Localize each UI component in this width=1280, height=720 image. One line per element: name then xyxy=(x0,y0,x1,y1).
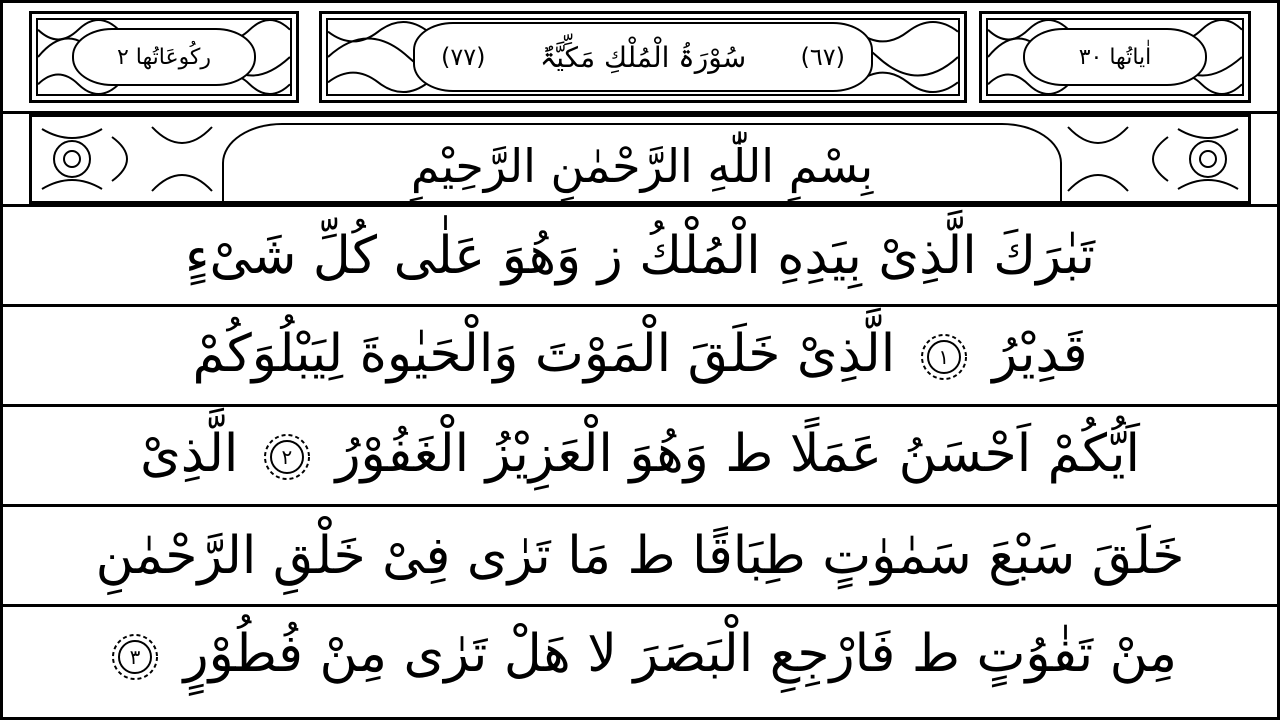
verse-line-text xyxy=(140,424,1140,484)
verse-text-segment: قَدِیْرُ xyxy=(992,324,1088,384)
verse-line xyxy=(3,404,1277,504)
ayah-number: ١ xyxy=(938,345,950,369)
verse-text-segment: الَّذِیْ xyxy=(140,424,239,484)
bismillah-band xyxy=(29,114,1251,204)
surah-title-cartouche xyxy=(413,22,873,92)
bismillah-arch xyxy=(222,123,1062,204)
surah-header xyxy=(3,3,1277,114)
title-panel xyxy=(319,11,967,103)
ayah-end-marker xyxy=(918,331,970,383)
ayat-count: اٰیاتُها ٣٠ xyxy=(1023,28,1207,86)
verse-line-text xyxy=(192,324,1088,384)
verse-text-segment: اَیُّكُمْ اَحْسَنُ عَمَلًا ط وَهُوَ الْعَزِیْزُ الْغَفُوْرُ xyxy=(335,424,1140,484)
ruku-panel xyxy=(29,11,299,103)
verse-line xyxy=(3,304,1277,404)
revelation-order: (٧٧) xyxy=(441,43,486,71)
verse-line xyxy=(3,604,1277,704)
ayah-number: ٣ xyxy=(129,645,141,669)
verse-line-text: خَلَقَ سَبْعَ سَمٰوٰتٍ طِبَاقًا ط مَا تَرٰی فِیْ خَلْقِ الرَّحْمٰنِ xyxy=(95,525,1185,586)
verse-text-segment: الَّذِیْ خَلَقَ الْمَوْتَ وَالْحَیٰوةَ لِیَبْلُوَكُمْ xyxy=(192,324,896,384)
verse-line xyxy=(3,204,1277,304)
verse-text-segment: مِنْ تَفٰوُتٍ ط فَارْجِعِ الْبَصَرَ لا هَلْ تَرٰی مِنْ فُطُوْرٍ xyxy=(183,624,1178,684)
ayat-panel xyxy=(979,11,1251,103)
surah-number: (٦٧) xyxy=(800,43,845,71)
verse-line-text xyxy=(103,624,1178,684)
surah-title: سُوْرَۃُ الْمُلْكِ مَکِّیَّۃٌ xyxy=(539,40,747,74)
verse-line xyxy=(3,504,1277,604)
ruku-count: رکُوعَاتُها ٢ xyxy=(72,28,256,86)
verse-line-text: تَبٰرَكَ الَّذِیْ بِیَدِهِ الْمُلْكُ ز وَهُوَ عَلٰی كُلِّ شَیْءٍ xyxy=(185,225,1095,286)
ayah-end-marker xyxy=(261,431,313,483)
ayah-number: ٢ xyxy=(281,445,293,469)
bismillah-text: بِسْمِ اللّٰهِ الرَّحْمٰنِ الرَّحِیْمِ xyxy=(410,139,874,193)
ayah-end-marker xyxy=(109,631,161,683)
verse-lines xyxy=(3,204,1277,704)
